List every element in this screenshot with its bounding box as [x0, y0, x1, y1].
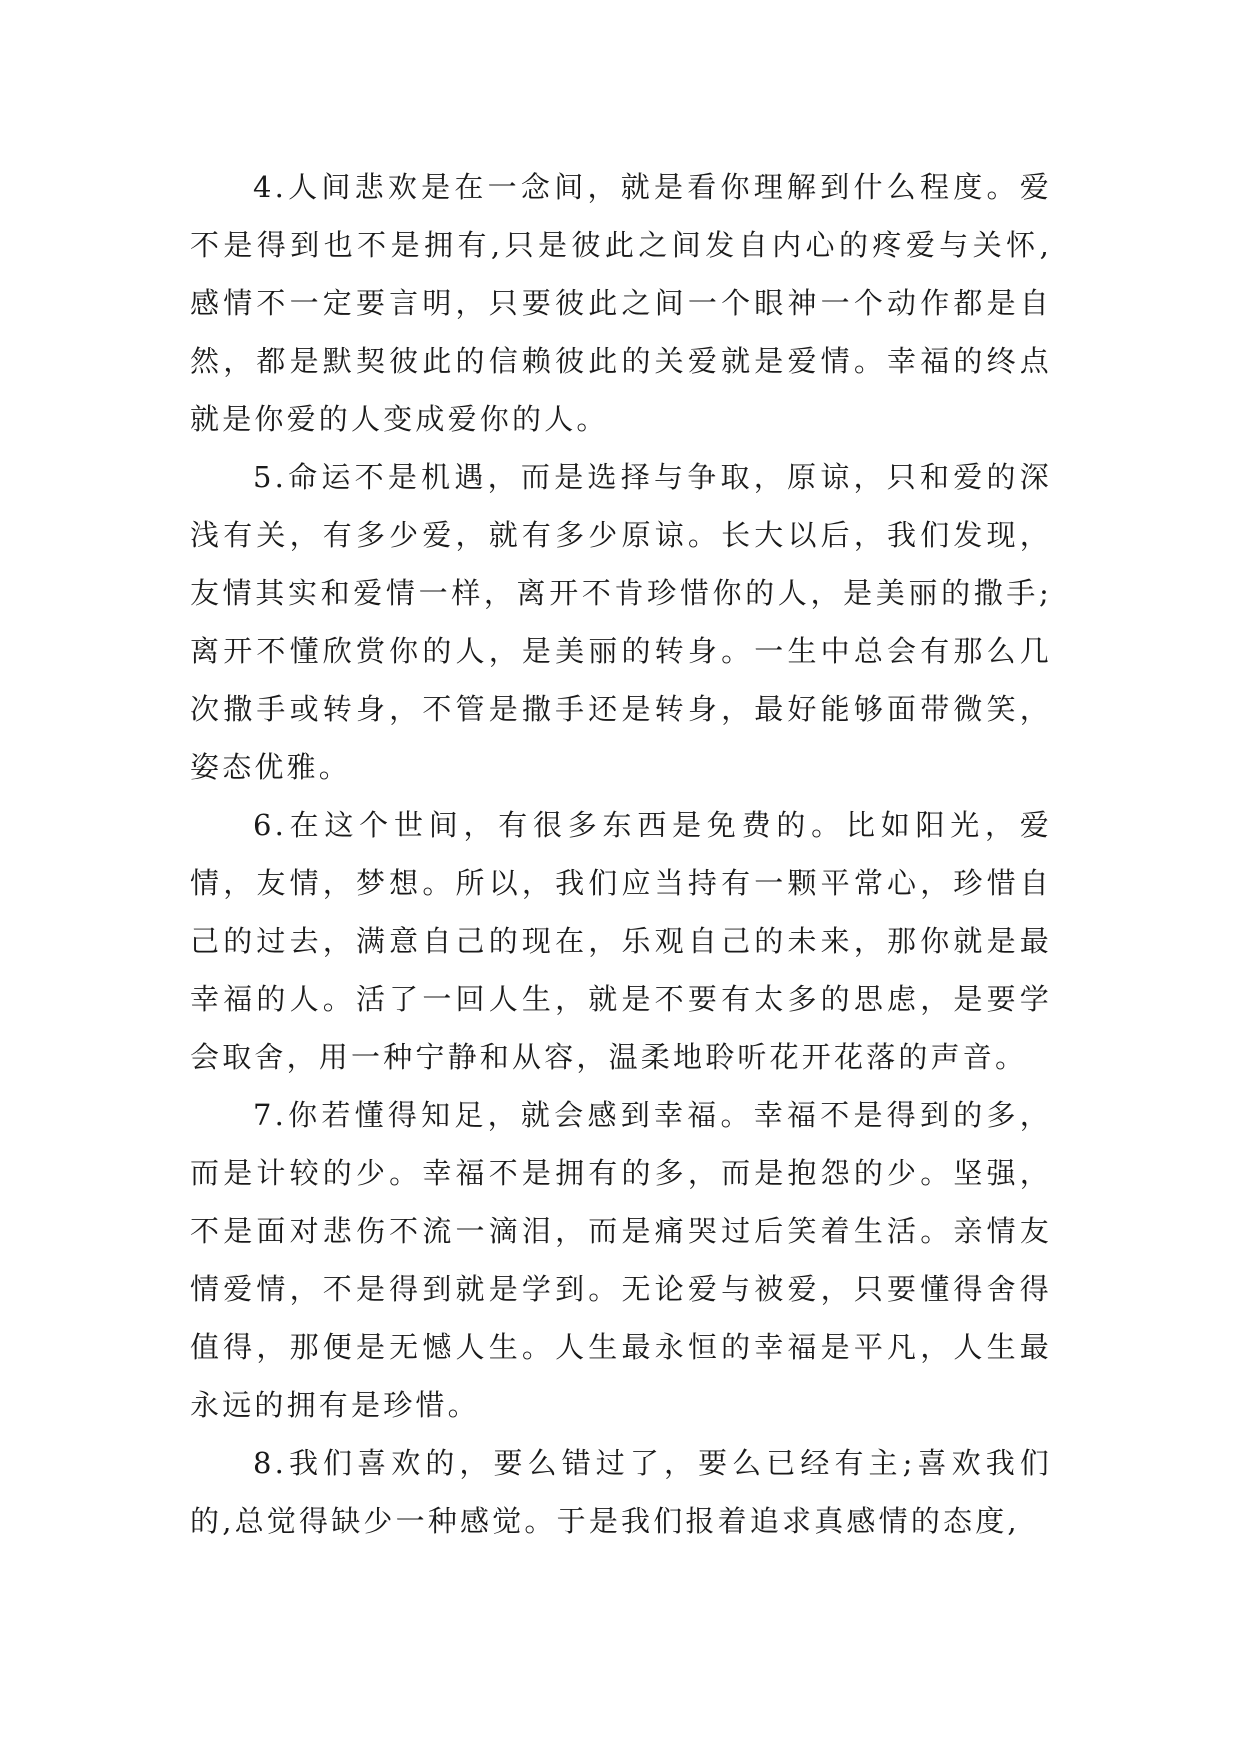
paragraph-6: 6.在这个世间，有很多东西是免费的。比如阳光，爱情，友情，梦想。所以，我们应当持有一颗平常心，珍惜自己的过去，满意自己的现在，乐观自己的未来，那你就是最幸福的人。活了一回人生，就是不要有太多的思虑，是要学会取舍，用一种宁静和从容，温柔地聆听花开花落的声音。: [190, 808, 1052, 1074]
paragraph-4: 4.人间悲欢是在一念间，就是看你理解到什么程度。爱不是得到也不是拥有,只是彼此之间发自内心的疼爱与关怀,感情不一定要言明，只要彼此之间一个眼神一个动作都是自然，都是默契彼此的信赖彼此的关爱就是爱情。幸福的终点就是你爱的人变成爱你的人。: [190, 170, 1052, 436]
paragraph-8: 8.我们喜欢的，要么错过了，要么已经有主;喜欢我们的,总觉得缺少一种感觉。于是我们报着追求真感情的态度,: [190, 1446, 1052, 1538]
paragraph-5: 5.命运不是机遇，而是选择与争取，原谅，只和爱的深浅有关，有多少爱，就有多少原谅。长大以后，我们发现，友情其实和爱情一样，离开不肯珍惜你的人，是美丽的撒手;离开不懂欣赏你的人，是美丽的转身。一生中总会有那么几次撒手或转身，不管是撒手还是转身，最好能够面带微笑，姿态优雅。: [190, 460, 1052, 784]
document-body: [190, 158, 1052, 1550]
paragraph-7: 7.你若懂得知足，就会感到幸福。幸福不是得到的多，而是计较的少。幸福不是拥有的多，而是抱怨的少。坚强，不是面对悲伤不流一滴泪，而是痛哭过后笑着生活。亲情友情爱情，不是得到就是学到。无论爱与被爱，只要懂得舍得值得，那便是无憾人生。人生最永恒的幸福是平凡，人生最永远的拥有是珍惜。: [190, 1098, 1052, 1422]
